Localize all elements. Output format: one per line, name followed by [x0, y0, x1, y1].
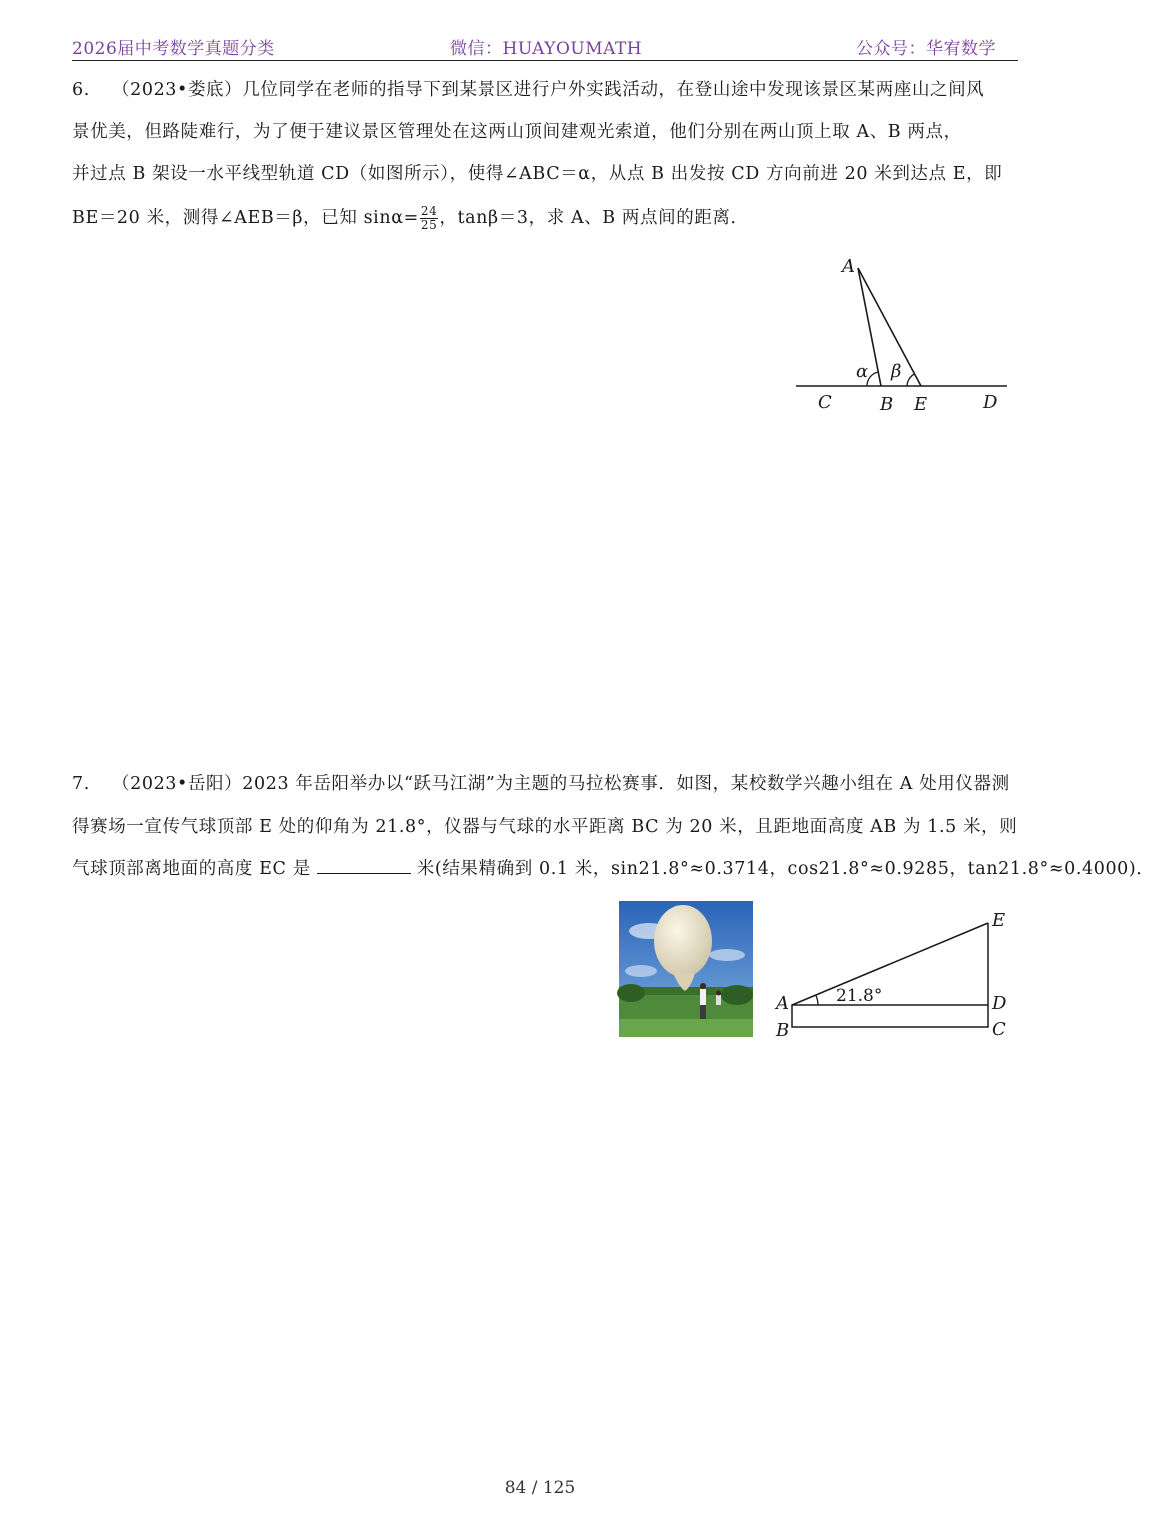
q6-line-4: BE＝20 米，测得∠AEB＝β，已知 sinα= $\frac{24}{25}$ ，tanβ＝3，求 A、B 两点间的距离．: [72, 204, 749, 232]
label-d: D: [983, 392, 998, 413]
label-beta: β: [891, 361, 902, 382]
q7-number: 7.: [72, 774, 90, 794]
q6-figure: [780, 250, 1020, 420]
label-a: A: [842, 256, 855, 277]
q6-line-3: 并过点 B 架设一水平线型轨道 CD（如图所示），使得∠ABC＝α，从点 B 出发按 CD 方向前进 20 米到达点 E，即: [72, 164, 1003, 184]
q7-line-1: 7. （2023•岳阳）2023 年岳阳举办以“跃马江湖”为主题的马拉松赛事．如图，某校数学兴趣小组在 A 处用仪器测: [72, 774, 1010, 794]
label-alpha: α: [856, 361, 869, 382]
angle-beta-arc: [907, 374, 915, 386]
angle-alpha-arc: [867, 372, 879, 386]
q7-line-3: 气球顶部离地面的高度 EC 是 米(结果精确到 0.1 米，sin21.8°≈0.3714，cos21.8°≈0.9285，tan21.8°≈0.4000)．: [72, 859, 1154, 879]
sin-alpha-fraction: $\frac{24}{25}$: [420, 204, 438, 232]
label-e: E: [992, 910, 1006, 931]
header-public-account: 公众号：华宥数学: [856, 39, 996, 59]
label-c: C: [992, 1019, 1006, 1040]
page-header: [72, 32, 1018, 61]
instrument-rect-abcd: [792, 1005, 988, 1027]
label-c: C: [818, 392, 832, 413]
label-b: B: [880, 394, 894, 415]
q6-number: 6.: [72, 80, 90, 100]
label-b: B: [776, 1020, 790, 1041]
q6-line-2: 景优美，但路陡难行，为了便于建议景区管理处在这两山顶间建观光索道，他们分别在两山顶上取 A、B 两点，: [72, 122, 962, 142]
q7-figure: [770, 905, 1018, 1045]
q6-line-1: 6. （2023•娄底）几位同学在老师的指导下到某景区进行户外实践活动，在登山途中发现该景区某两座山之间风: [72, 80, 985, 100]
header-series-title: 2026届中考数学真题分类: [72, 39, 275, 59]
balloon-photo: [619, 901, 753, 1037]
elevation-angle-arc: [816, 996, 818, 1006]
q7-line-2: 得赛场一宣传气球顶部 E 处的仰角为 21.8°，仪器与气球的水平距离 BC 为 20 米，且距地面高度 AB 为 1.5 米，则: [72, 817, 1018, 837]
header-wechat: 微信：HUAYOUMATH: [450, 39, 643, 59]
answer-blank: [317, 859, 411, 874]
label-d: D: [992, 993, 1007, 1014]
angle-label: 21.8°: [836, 986, 883, 1006]
sight-line-ae: [792, 923, 988, 1005]
label-e: E: [914, 394, 928, 415]
page-number: 84 / 125: [504, 1478, 576, 1498]
label-a: A: [776, 993, 789, 1014]
